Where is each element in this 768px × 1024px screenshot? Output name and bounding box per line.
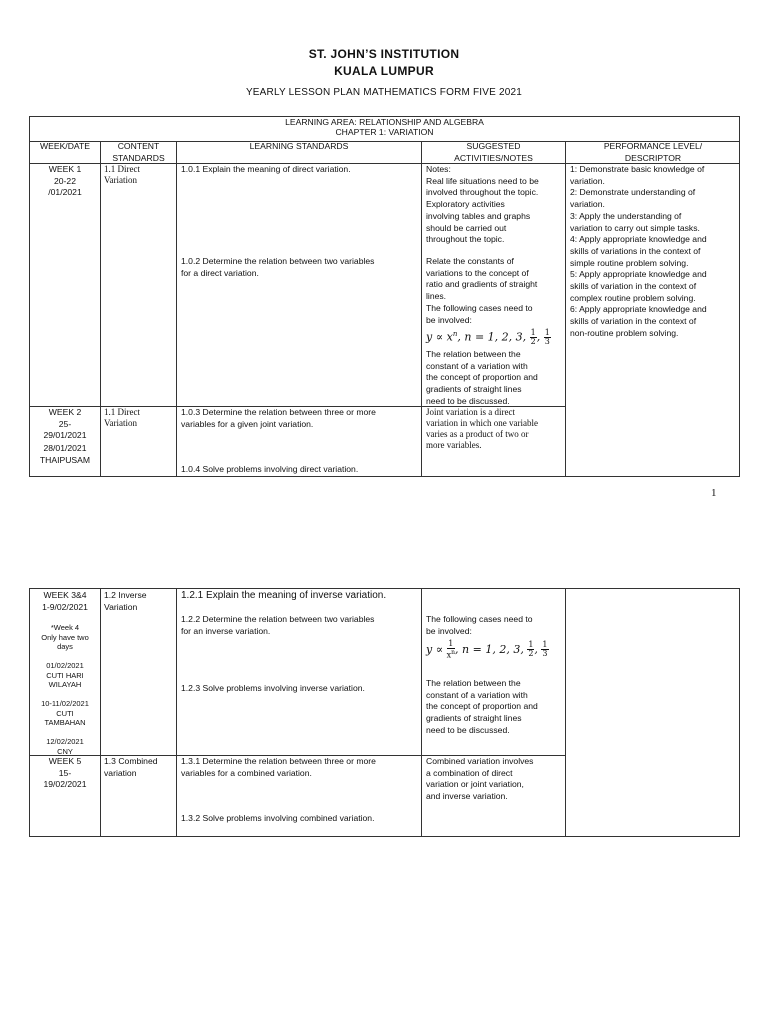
activity-notes: The relation between the constant of a variation with the concept of proportion and gradients of straight lines need to be discussed. [426, 678, 538, 735]
performance-descriptors: 1: Demonstrate basic knowledge of variation. 2: Demonstrate understanding of variation. 3: Apply the understanding of variation to carry out simple tasks. 4: Apply appropriate knowledge and skills of variations in the context of simple routine problem solving. 5: Apply appropriate knowledge and skills of variation in the context of complex routine problem solving. 6: Apply appropriate knowledge and skills of variation in the context of non-routine problem solving. [570, 164, 707, 338]
content-standard: 1.2 Inverse Variation [104, 590, 147, 612]
header-activities: SUGGESTED ACTIVITIES/NOTES [454, 141, 533, 163]
activity-notes: Notes: Real life situations need to be involved throughout the topic. Exploratory activities involving tables and graphs should be carried out throughout the topic. [426, 164, 539, 245]
school-name: ST. JOHN’S INSTITUTION [308, 47, 460, 61]
week-2: WEEK 2 25- 29/01/2021 [43, 407, 87, 441]
week-5: WEEK 5 15- 19/02/2021 [43, 756, 87, 790]
activity-notes: Joint variation is a direct variation in which one variable varies as a product of two or more variables. [426, 407, 538, 450]
activity-notes: The following cases need to be involved: [426, 614, 533, 636]
learning-standard: 1.2.2 Determine the relation between two variables for an inverse variation. [181, 614, 375, 636]
plan-title: YEARLY LESSON PLAN MATHEMATICS FORM FIVE 2021 [245, 87, 523, 98]
lesson-table-1 [29, 116, 740, 477]
learning-standard: 1.0.1 Explain the meaning of direct variation. [181, 164, 351, 174]
inverse-variation-formula: y ∝ $\frac{1}{x^n}$ , n = 1, 2, 3, $\frac{1}{2}$ , $\frac{1}{3}$ [426, 639, 548, 660]
activity-notes: Combined variation involves a combination of direct variation or joint variation, and inverse variation. [426, 756, 534, 802]
learning-standard: 1.0.3 Determine the relation between three or more variables for a given joint variation. [181, 407, 376, 429]
header-week: WEEK/DATE [40, 141, 90, 151]
activity-notes: Relate the constants of variations to the concept of ratio and gradients of straight lines. The following cases need to be involved: [426, 256, 538, 325]
learning-standard: 1.3.2 Solve problems involving combined variation. [181, 813, 375, 823]
header-content: CONTENT STANDARDS [112, 141, 165, 163]
school-city: KUALA LUMPUR [334, 64, 434, 78]
header-performance: PERFORMANCE LEVEL/ DESCRIPTOR [603, 141, 703, 163]
learning-standard: 1.2.3 Solve problems involving inverse variation. [181, 683, 365, 693]
header-learning: LEARNING STANDARDS [249, 141, 349, 151]
content-standard: 1.1 Direct Variation [104, 407, 140, 428]
learning-area: LEARNING AREA: RELATIONSHIP AND ALGEBRA [285, 117, 484, 127]
content-standard: 1.3 Combined variation [104, 756, 158, 778]
content-standard: 1.1 Direct Variation [104, 164, 140, 185]
chapter-title: CHAPTER 1: VARIATION [335, 127, 434, 137]
learning-standard: 1.2.1 Explain the meaning of inverse variation. [181, 590, 387, 601]
learning-standard: 1.3.1 Determine the relation between three or more variables for a combined variation. [181, 756, 376, 778]
lesson-table-2 [29, 588, 740, 837]
page-number: 1 [711, 487, 717, 499]
week-3-4: WEEK 3&4 1-9/02/2021 [42, 590, 88, 612]
activity-notes: The relation between the constant of a variation with the concept of proportion and gradients of straight lines need to be discussed. [426, 349, 538, 406]
week-1: WEEK 1 20-22 /01/2021 [48, 164, 82, 198]
direct-variation-formula: $y \propto x^n$, n = 1, 2, 3, $\frac{1}{2}$ , $\frac{1}{3}$ [426, 328, 550, 346]
learning-standard: 1.0.2 Determine the relation between two variables for a direct variation. [181, 256, 375, 278]
week-notes: *Week 4 Only have two days 01/02/2021 CUTI HARI WILAYAH 10-11/02/2021 CUTI TAMBAHAN 12/02/2021 CNY [41, 623, 89, 756]
learning-standard: 1.0.4 Solve problems involving direct variation. [181, 464, 359, 474]
holiday-note: 28/01/2021 THAIPUSAM [39, 443, 91, 465]
